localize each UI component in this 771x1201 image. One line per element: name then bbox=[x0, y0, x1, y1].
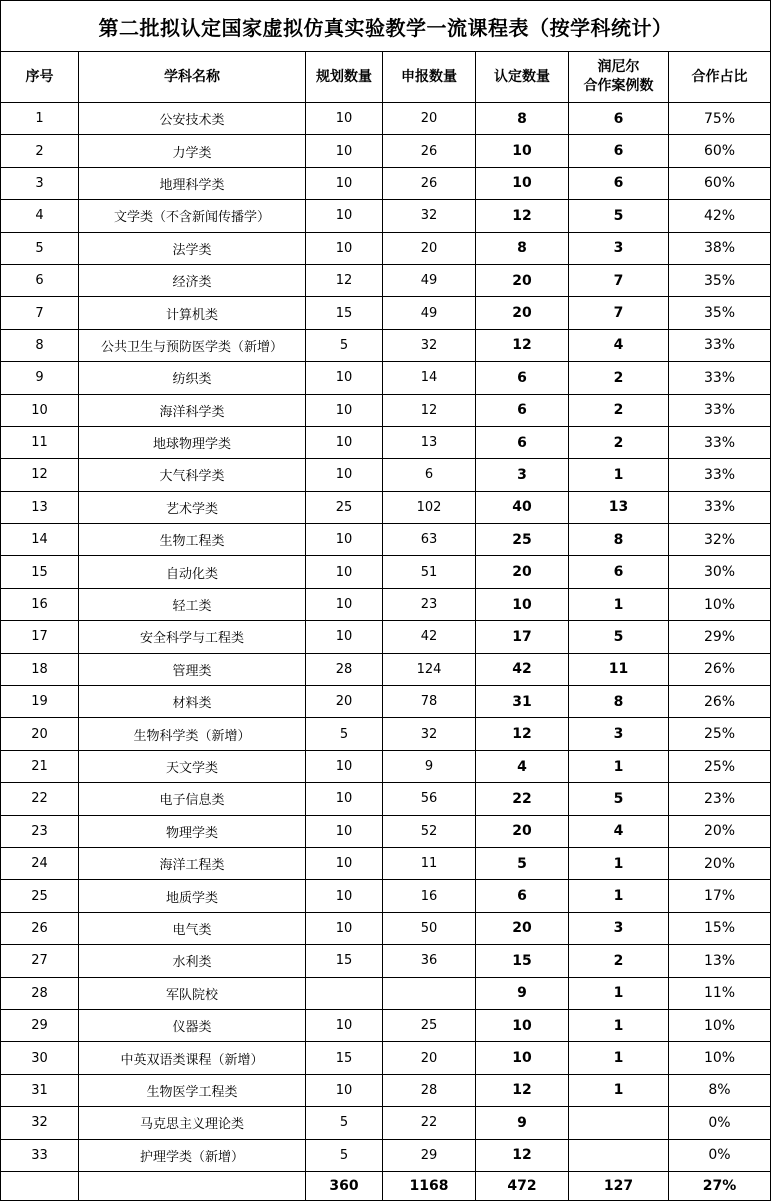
table-row bbox=[1, 945, 771, 977]
cell-subject: 纺织类 bbox=[79, 362, 306, 394]
table-row bbox=[1, 103, 771, 135]
totals-row bbox=[1, 1171, 771, 1200]
cell-subject: 电子信息类 bbox=[79, 783, 306, 815]
cell-planned: 5 bbox=[306, 1139, 383, 1171]
cell-subject: 经济类 bbox=[79, 264, 306, 296]
cell-planned: 10 bbox=[306, 1074, 383, 1106]
cell-applied: 20 bbox=[383, 232, 476, 264]
cell-seq: 26 bbox=[1, 912, 79, 944]
cell-applied: 14 bbox=[383, 362, 476, 394]
cell-ratio: 20% bbox=[669, 847, 771, 879]
cell-ratio: 20% bbox=[669, 815, 771, 847]
cell-subject: 马克思主义理论类 bbox=[79, 1107, 306, 1139]
cell-cases: 1 bbox=[569, 847, 669, 879]
cell-seq: 12 bbox=[1, 459, 79, 491]
cell-applied: 25 bbox=[383, 1009, 476, 1041]
cell-ratio: 0% bbox=[669, 1139, 771, 1171]
cell-seq: 22 bbox=[1, 783, 79, 815]
cell-cases: 1 bbox=[569, 588, 669, 620]
cell-planned: 10 bbox=[306, 200, 383, 232]
cell-subject: 自动化类 bbox=[79, 556, 306, 588]
cell-cases: 1 bbox=[569, 1009, 669, 1041]
table-row bbox=[1, 556, 771, 588]
cell-approved: 6 bbox=[476, 362, 569, 394]
table-row bbox=[1, 459, 771, 491]
total-approved: 472 bbox=[476, 1171, 569, 1200]
total-cases: 127 bbox=[569, 1171, 669, 1200]
cell-planned: 10 bbox=[306, 135, 383, 167]
cell-seq: 25 bbox=[1, 880, 79, 912]
cell-applied: 28 bbox=[383, 1074, 476, 1106]
cell-cases: 1 bbox=[569, 459, 669, 491]
cell-subject: 公安技术类 bbox=[79, 103, 306, 135]
cell-planned: 10 bbox=[306, 815, 383, 847]
cell-ratio: 33% bbox=[669, 459, 771, 491]
cell-approved: 42 bbox=[476, 653, 569, 685]
cell-seq: 23 bbox=[1, 815, 79, 847]
cell-ratio: 33% bbox=[669, 329, 771, 361]
table-row bbox=[1, 1139, 771, 1171]
cell-subject: 生物医学工程类 bbox=[79, 1074, 306, 1106]
cell-ratio: 17% bbox=[669, 880, 771, 912]
cell-cases: 1 bbox=[569, 1042, 669, 1074]
cell-ratio: 8% bbox=[669, 1074, 771, 1106]
table-row bbox=[1, 880, 771, 912]
header-row bbox=[1, 52, 771, 103]
table-row bbox=[1, 912, 771, 944]
cell-cases: 7 bbox=[569, 264, 669, 296]
cell-applied: 26 bbox=[383, 135, 476, 167]
cell-approved: 6 bbox=[476, 880, 569, 912]
cell-seq: 11 bbox=[1, 426, 79, 458]
cell-applied: 32 bbox=[383, 329, 476, 361]
cell-planned: 28 bbox=[306, 653, 383, 685]
cell-approved: 25 bbox=[476, 524, 569, 556]
table-row bbox=[1, 718, 771, 750]
cell-applied: 42 bbox=[383, 621, 476, 653]
table-row bbox=[1, 1107, 771, 1139]
cell-subject: 计算机类 bbox=[79, 297, 306, 329]
table-row bbox=[1, 394, 771, 426]
cell-planned: 10 bbox=[306, 750, 383, 782]
cell-ratio: 25% bbox=[669, 718, 771, 750]
cell-approved: 6 bbox=[476, 394, 569, 426]
cell-subject: 管理类 bbox=[79, 653, 306, 685]
cell-seq: 18 bbox=[1, 653, 79, 685]
cell-applied: 63 bbox=[383, 524, 476, 556]
cell-planned: 10 bbox=[306, 783, 383, 815]
cell-subject: 地理科学类 bbox=[79, 167, 306, 199]
table-body bbox=[1, 103, 771, 1172]
cell-approved: 8 bbox=[476, 232, 569, 264]
cell-approved: 10 bbox=[476, 135, 569, 167]
cell-applied: 20 bbox=[383, 1042, 476, 1074]
cell-ratio: 42% bbox=[669, 200, 771, 232]
cell-subject: 公共卫生与预防医学类（新增） bbox=[79, 329, 306, 361]
cell-approved: 12 bbox=[476, 1074, 569, 1106]
cell-seq: 10 bbox=[1, 394, 79, 426]
cell-cases bbox=[569, 1139, 669, 1171]
cell-seq: 27 bbox=[1, 945, 79, 977]
cell-cases bbox=[569, 1107, 669, 1139]
cell-ratio: 38% bbox=[669, 232, 771, 264]
cell-applied: 29 bbox=[383, 1139, 476, 1171]
cell-subject: 安全科学与工程类 bbox=[79, 621, 306, 653]
cell-ratio: 29% bbox=[669, 621, 771, 653]
total-ratio: 27% bbox=[669, 1171, 771, 1200]
cell-seq: 31 bbox=[1, 1074, 79, 1106]
cell-applied: 49 bbox=[383, 264, 476, 296]
cell-ratio: 10% bbox=[669, 588, 771, 620]
table-row bbox=[1, 200, 771, 232]
cell-planned: 10 bbox=[306, 621, 383, 653]
cell-approved: 17 bbox=[476, 621, 569, 653]
cell-applied: 22 bbox=[383, 1107, 476, 1139]
cell-applied: 13 bbox=[383, 426, 476, 458]
table-row bbox=[1, 1009, 771, 1041]
cell-cases: 2 bbox=[569, 394, 669, 426]
cell-applied: 52 bbox=[383, 815, 476, 847]
cell-seq: 21 bbox=[1, 750, 79, 782]
cell-subject: 生物工程类 bbox=[79, 524, 306, 556]
cell-planned: 10 bbox=[306, 232, 383, 264]
table-row bbox=[1, 653, 771, 685]
cell-cases: 11 bbox=[569, 653, 669, 685]
table-row bbox=[1, 232, 771, 264]
cell-planned: 20 bbox=[306, 686, 383, 718]
cell-applied: 36 bbox=[383, 945, 476, 977]
cell-ratio: 0% bbox=[669, 1107, 771, 1139]
table-row bbox=[1, 426, 771, 458]
cell-planned: 10 bbox=[306, 167, 383, 199]
cell-planned: 10 bbox=[306, 556, 383, 588]
header-applied: 申报数量 bbox=[383, 52, 476, 103]
cell-planned: 10 bbox=[306, 847, 383, 879]
cell-subject: 艺术学类 bbox=[79, 491, 306, 523]
cell-cases: 1 bbox=[569, 1074, 669, 1106]
cell-subject: 地球物理学类 bbox=[79, 426, 306, 458]
cell-cases: 8 bbox=[569, 524, 669, 556]
cell-subject: 地质学类 bbox=[79, 880, 306, 912]
cell-ratio: 33% bbox=[669, 426, 771, 458]
cell-approved: 20 bbox=[476, 297, 569, 329]
table-row bbox=[1, 621, 771, 653]
cell-approved: 20 bbox=[476, 264, 569, 296]
cell-subject: 大气科学类 bbox=[79, 459, 306, 491]
cell-approved: 6 bbox=[476, 426, 569, 458]
cell-seq: 3 bbox=[1, 167, 79, 199]
cell-cases: 6 bbox=[569, 103, 669, 135]
cell-ratio: 60% bbox=[669, 135, 771, 167]
cell-subject: 生物科学类（新增） bbox=[79, 718, 306, 750]
cell-cases: 6 bbox=[569, 556, 669, 588]
cell-applied: 50 bbox=[383, 912, 476, 944]
cell-applied: 6 bbox=[383, 459, 476, 491]
cell-planned: 5 bbox=[306, 1107, 383, 1139]
cell-planned: 10 bbox=[306, 103, 383, 135]
cell-planned: 15 bbox=[306, 297, 383, 329]
cell-planned: 10 bbox=[306, 394, 383, 426]
table-row bbox=[1, 847, 771, 879]
cell-applied: 32 bbox=[383, 718, 476, 750]
cell-subject: 中英双语类课程（新增） bbox=[79, 1042, 306, 1074]
cell-approved: 20 bbox=[476, 815, 569, 847]
table-row bbox=[1, 264, 771, 296]
cell-planned: 25 bbox=[306, 491, 383, 523]
cell-ratio: 26% bbox=[669, 686, 771, 718]
cell-seq: 29 bbox=[1, 1009, 79, 1041]
header-subject: 学科名称 bbox=[79, 52, 306, 103]
cell-seq: 1 bbox=[1, 103, 79, 135]
cell-planned: 10 bbox=[306, 362, 383, 394]
cell-cases: 2 bbox=[569, 426, 669, 458]
cell-ratio: 25% bbox=[669, 750, 771, 782]
cell-ratio: 60% bbox=[669, 167, 771, 199]
cell-applied: 9 bbox=[383, 750, 476, 782]
cell-applied: 78 bbox=[383, 686, 476, 718]
cell-planned: 5 bbox=[306, 718, 383, 750]
cell-planned: 10 bbox=[306, 588, 383, 620]
cell-planned: 5 bbox=[306, 329, 383, 361]
cell-subject: 护理学类（新增） bbox=[79, 1139, 306, 1171]
cell-ratio: 35% bbox=[669, 297, 771, 329]
table-row bbox=[1, 750, 771, 782]
cell-ratio: 33% bbox=[669, 491, 771, 523]
total-planned: 360 bbox=[306, 1171, 383, 1200]
cell-applied: 124 bbox=[383, 653, 476, 685]
table-row bbox=[1, 588, 771, 620]
cell-planned: 10 bbox=[306, 524, 383, 556]
cell-seq: 19 bbox=[1, 686, 79, 718]
cell-approved: 20 bbox=[476, 912, 569, 944]
cell-planned: 12 bbox=[306, 264, 383, 296]
cell-subject: 力学类 bbox=[79, 135, 306, 167]
cell-seq: 7 bbox=[1, 297, 79, 329]
cell-seq: 30 bbox=[1, 1042, 79, 1074]
cell-subject: 仪器类 bbox=[79, 1009, 306, 1041]
cell-applied: 20 bbox=[383, 103, 476, 135]
table-row bbox=[1, 491, 771, 523]
header-approved: 认定数量 bbox=[476, 52, 569, 103]
cell-approved: 40 bbox=[476, 491, 569, 523]
header-seq: 序号 bbox=[1, 52, 79, 103]
cell-applied: 11 bbox=[383, 847, 476, 879]
cell-approved: 22 bbox=[476, 783, 569, 815]
cell-approved: 12 bbox=[476, 329, 569, 361]
cell-cases: 2 bbox=[569, 945, 669, 977]
cell-ratio: 26% bbox=[669, 653, 771, 685]
cell-planned: 10 bbox=[306, 459, 383, 491]
table-row bbox=[1, 686, 771, 718]
cell-cases: 2 bbox=[569, 362, 669, 394]
cell-subject: 军队院校 bbox=[79, 977, 306, 1009]
header-ratio: 合作占比 bbox=[669, 52, 771, 103]
cell-seq: 20 bbox=[1, 718, 79, 750]
cell-subject: 文学类（不含新闻传播学） bbox=[79, 200, 306, 232]
cell-ratio: 10% bbox=[669, 1042, 771, 1074]
total-applied: 1168 bbox=[383, 1171, 476, 1200]
cell-applied: 23 bbox=[383, 588, 476, 620]
cell-cases: 13 bbox=[569, 491, 669, 523]
cell-subject: 海洋工程类 bbox=[79, 847, 306, 879]
cell-seq: 16 bbox=[1, 588, 79, 620]
cell-cases: 4 bbox=[569, 815, 669, 847]
cell-approved: 31 bbox=[476, 686, 569, 718]
cell-subject: 电气类 bbox=[79, 912, 306, 944]
cell-planned: 15 bbox=[306, 945, 383, 977]
cell-planned bbox=[306, 977, 383, 1009]
cell-approved: 5 bbox=[476, 847, 569, 879]
cell-seq: 8 bbox=[1, 329, 79, 361]
table-row bbox=[1, 1074, 771, 1106]
cell-applied: 102 bbox=[383, 491, 476, 523]
cell-applied bbox=[383, 977, 476, 1009]
cell-seq: 17 bbox=[1, 621, 79, 653]
cell-subject: 材料类 bbox=[79, 686, 306, 718]
cell-subject: 天文学类 bbox=[79, 750, 306, 782]
header-cases: 润尼尔 合作案例数 bbox=[569, 52, 669, 103]
cell-approved: 12 bbox=[476, 200, 569, 232]
cell-approved: 20 bbox=[476, 556, 569, 588]
cell-planned: 10 bbox=[306, 1009, 383, 1041]
cell-cases: 7 bbox=[569, 297, 669, 329]
cell-ratio: 23% bbox=[669, 783, 771, 815]
table-row bbox=[1, 167, 771, 199]
cell-cases: 1 bbox=[569, 977, 669, 1009]
cell-cases: 4 bbox=[569, 329, 669, 361]
table-row bbox=[1, 783, 771, 815]
table-title: 第二批拟认定国家虚拟仿真实验教学一流课程表（按学科统计） bbox=[1, 1, 771, 52]
cell-seq: 33 bbox=[1, 1139, 79, 1171]
cell-ratio: 10% bbox=[669, 1009, 771, 1041]
cell-seq: 13 bbox=[1, 491, 79, 523]
cell-seq: 5 bbox=[1, 232, 79, 264]
cell-approved: 10 bbox=[476, 588, 569, 620]
cell-cases: 5 bbox=[569, 621, 669, 653]
cell-subject: 海洋科学类 bbox=[79, 394, 306, 426]
cell-seq: 2 bbox=[1, 135, 79, 167]
table-row bbox=[1, 362, 771, 394]
cell-ratio: 13% bbox=[669, 945, 771, 977]
cell-approved: 12 bbox=[476, 718, 569, 750]
cell-ratio: 35% bbox=[669, 264, 771, 296]
cell-approved: 10 bbox=[476, 1009, 569, 1041]
cell-seq: 24 bbox=[1, 847, 79, 879]
cell-planned: 15 bbox=[306, 1042, 383, 1074]
cell-seq: 32 bbox=[1, 1107, 79, 1139]
cell-approved: 15 bbox=[476, 945, 569, 977]
cell-cases: 5 bbox=[569, 783, 669, 815]
cell-cases: 3 bbox=[569, 718, 669, 750]
cell-ratio: 33% bbox=[669, 394, 771, 426]
cell-seq: 15 bbox=[1, 556, 79, 588]
cell-cases: 8 bbox=[569, 686, 669, 718]
cell-ratio: 75% bbox=[669, 103, 771, 135]
cell-cases: 3 bbox=[569, 232, 669, 264]
cell-applied: 16 bbox=[383, 880, 476, 912]
table-row bbox=[1, 297, 771, 329]
cell-approved: 4 bbox=[476, 750, 569, 782]
table-row bbox=[1, 329, 771, 361]
cell-ratio: 32% bbox=[669, 524, 771, 556]
cell-applied: 12 bbox=[383, 394, 476, 426]
table-row bbox=[1, 1042, 771, 1074]
cell-planned: 10 bbox=[306, 426, 383, 458]
table-row bbox=[1, 977, 771, 1009]
cell-ratio: 15% bbox=[669, 912, 771, 944]
cell-approved: 8 bbox=[476, 103, 569, 135]
cell-ratio: 30% bbox=[669, 556, 771, 588]
cell-seq: 28 bbox=[1, 977, 79, 1009]
cell-seq: 14 bbox=[1, 524, 79, 556]
cell-seq: 4 bbox=[1, 200, 79, 232]
table-row bbox=[1, 135, 771, 167]
cell-ratio: 33% bbox=[669, 362, 771, 394]
table-row bbox=[1, 524, 771, 556]
cell-applied: 32 bbox=[383, 200, 476, 232]
total-seq bbox=[1, 1171, 79, 1200]
cell-subject: 法学类 bbox=[79, 232, 306, 264]
cell-approved: 9 bbox=[476, 977, 569, 1009]
cell-subject: 轻工类 bbox=[79, 588, 306, 620]
cell-seq: 9 bbox=[1, 362, 79, 394]
cell-approved: 10 bbox=[476, 1042, 569, 1074]
cell-applied: 49 bbox=[383, 297, 476, 329]
cell-subject: 物理学类 bbox=[79, 815, 306, 847]
cell-planned: 10 bbox=[306, 880, 383, 912]
total-subject bbox=[79, 1171, 306, 1200]
cell-cases: 6 bbox=[569, 167, 669, 199]
header-planned: 规划数量 bbox=[306, 52, 383, 103]
cell-cases: 3 bbox=[569, 912, 669, 944]
cell-cases: 1 bbox=[569, 880, 669, 912]
table-row bbox=[1, 815, 771, 847]
cell-approved: 12 bbox=[476, 1139, 569, 1171]
cell-ratio: 11% bbox=[669, 977, 771, 1009]
cell-subject: 水利类 bbox=[79, 945, 306, 977]
cell-approved: 3 bbox=[476, 459, 569, 491]
cell-cases: 6 bbox=[569, 135, 669, 167]
cell-applied: 51 bbox=[383, 556, 476, 588]
cell-seq: 6 bbox=[1, 264, 79, 296]
cell-applied: 26 bbox=[383, 167, 476, 199]
cell-cases: 5 bbox=[569, 200, 669, 232]
cell-cases: 1 bbox=[569, 750, 669, 782]
cell-approved: 9 bbox=[476, 1107, 569, 1139]
cell-planned: 10 bbox=[306, 912, 383, 944]
cell-applied: 56 bbox=[383, 783, 476, 815]
cell-approved: 10 bbox=[476, 167, 569, 199]
